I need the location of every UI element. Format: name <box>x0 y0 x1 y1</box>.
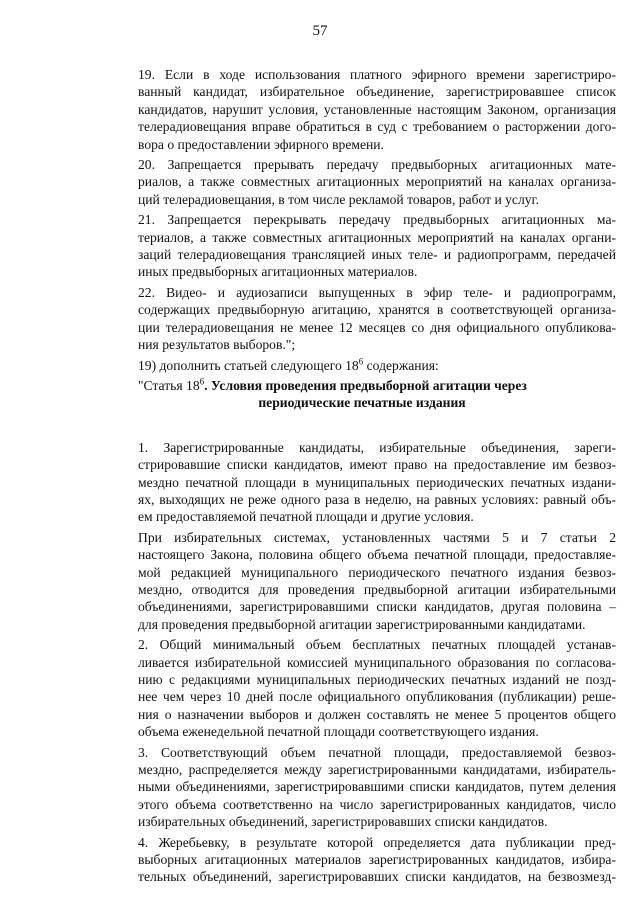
text-line: ванный кандидат, избирательное объединение, зарегистрировавшее список <box>138 84 616 100</box>
text-line: мездно печатной площади в муниципальных периодических печатных издани- <box>138 474 616 490</box>
text-line: объема еженедельной печатной площади соответствующего издания. <box>138 724 539 740</box>
text-line: нее чем через 10 дней после официального опубликования (публикации) реше- <box>138 689 616 705</box>
article-heading <box>108 377 616 412</box>
amendment-superscript: 6 <box>358 355 364 366</box>
text-line: этого объема соответственно на число зарегистрированных кандидатов, число <box>138 796 616 812</box>
text-line: риалов, а также совместных агитационных мероприятий на каналах организа- <box>138 174 616 190</box>
heading-spacer <box>108 412 616 439</box>
text-line: ливается избирательной комиссией муниципального образования по согласова- <box>138 654 616 670</box>
text-line: ными объединениями, зарегистрировавшими списки кандидатов, путем деления <box>138 779 616 795</box>
page-number: 57 <box>312 23 328 39</box>
text-line: териалов, а также совместных агитационных мероприятий на каналах органи- <box>138 229 616 245</box>
text-line: для проведения предвыборной агитации зарегистрированными кандидатами. <box>138 616 586 632</box>
text-line: 22. Видео- и аудиозаписи выпущенных в эфир теле- и радиопрограмм, <box>138 284 616 300</box>
article-number: "Статья 18 <box>138 377 200 393</box>
text-line: 20. Запрещается прерывать передачу предвыборных агитационных мате- <box>138 157 616 173</box>
text-line: 2. Общий минимальный объем бесплатных печатных площадей устанав- <box>138 637 616 653</box>
text-line: 4. Жеребьевку, в результате которой определяется дата публикации пред- <box>138 834 616 850</box>
text-line: избирательных объединений, зарегистрировавших списки кандидатов. <box>138 814 548 830</box>
paragraph-p22 <box>108 284 616 354</box>
paragraph-p20 <box>108 156 616 208</box>
text-line: иных предвыборных агитационных материалов. <box>138 264 418 280</box>
text-line: 21. Запрещается перекрывать передачу предвыборных агитационных ма- <box>138 212 616 228</box>
paragraph-a1b <box>108 529 616 633</box>
article-superscript: 6 <box>199 376 205 387</box>
text-line: 19. Если в ходе использования платного эфирного времени зарегистриро- <box>138 67 616 82</box>
text-line: объединениями, зарегистрировавшими списки кандидатов, другая половина – <box>138 599 616 615</box>
article-heading-line-1: "Статья $18^6$. Условия проведения предвыборной агитации через <box>138 376 527 393</box>
text-line: тельных объединений, зарегистрировавших списки кандидатов, на безвозмезд- <box>138 869 616 885</box>
amendment-text: 19) дополнить статьей следующего $18^6$ содержания: <box>138 355 439 373</box>
article-heading-line-2 <box>108 394 616 411</box>
article-title-line-1: Условия проведения предвыборной агитации через <box>210 377 527 393</box>
text-line: ях, выходящих не реже одного раза в неделю, на равных условиях: равный объ- <box>138 491 616 507</box>
text-line: ния результатов выборов."; <box>138 337 296 353</box>
paragraph-p21 <box>108 211 616 281</box>
text-line: вора о предоставлении эфирного времени. <box>138 136 384 152</box>
text-line: 3. Соответствующий объем печатной площади, предоставляемой безвоз- <box>138 744 616 760</box>
paragraph-a3 <box>108 744 616 831</box>
article-body <box>108 439 616 886</box>
text-line: выборных агитационных материалов зарегистрированных кандидатов, избира- <box>138 852 616 868</box>
text-line: ем предоставляемой печатной площади и другие условия. <box>138 509 474 525</box>
amendment-line <box>108 357 616 374</box>
paragraph-a2 <box>108 636 616 740</box>
text-line: При избирательных системах, установленных частями 5 и 7 статьи 2 <box>138 529 616 545</box>
law-paragraphs <box>108 66 616 354</box>
text-line: ции телерадиовещания не менее 12 месяцев со дня официального опубликова- <box>138 319 616 335</box>
paragraph-a4 <box>108 834 616 886</box>
text-line: мой редакцией муниципального периодического печатного издания безвоз- <box>138 564 616 580</box>
text-line: нию с редакциями муниципальных периодических печатных изданий не позд- <box>138 672 616 687</box>
document-text <box>108 66 616 889</box>
text-line: 1. Зарегистрированные кандидаты, избирательные объединения, зареги- <box>138 439 616 455</box>
text-line: содержащих предвыборную агитацию, хранятся в соответствующей организа- <box>138 302 616 318</box>
text-line: заций телерадиовещания трансляцией иных теле- и радиопрограмм, передачей <box>138 247 616 263</box>
text-line: мездно, распределяется между зарегистрированными кандидатами, избиратель- <box>138 762 616 778</box>
text-line: ций телерадиовещания, в том числе рекламой товаров, работ и услуг. <box>138 191 539 207</box>
text-line: стрировавшие списки кандидатов, имеют право на предоставление им безвоз- <box>138 457 616 473</box>
text-line: настоящего Закона, половина общего объема печатной площади, предоставляе- <box>138 547 616 563</box>
paragraph-p19 <box>108 66 616 153</box>
text-line: мездно, отводится для проведения предвыборной агитации избирательными <box>138 581 616 597</box>
article-title-line-2: периодические печатные издания <box>258 395 466 411</box>
text-line: кандидатов, нарушит условия, установленные настоящим Законом, организация <box>138 101 616 117</box>
paragraph-a1 <box>108 439 616 526</box>
text-line: ния о назначении выборов и должен составлять не менее 5 процентов общего <box>138 706 616 722</box>
text-line: телерадиовещания вправе обратиться в суд с требованием о расторжении дого- <box>138 119 616 135</box>
